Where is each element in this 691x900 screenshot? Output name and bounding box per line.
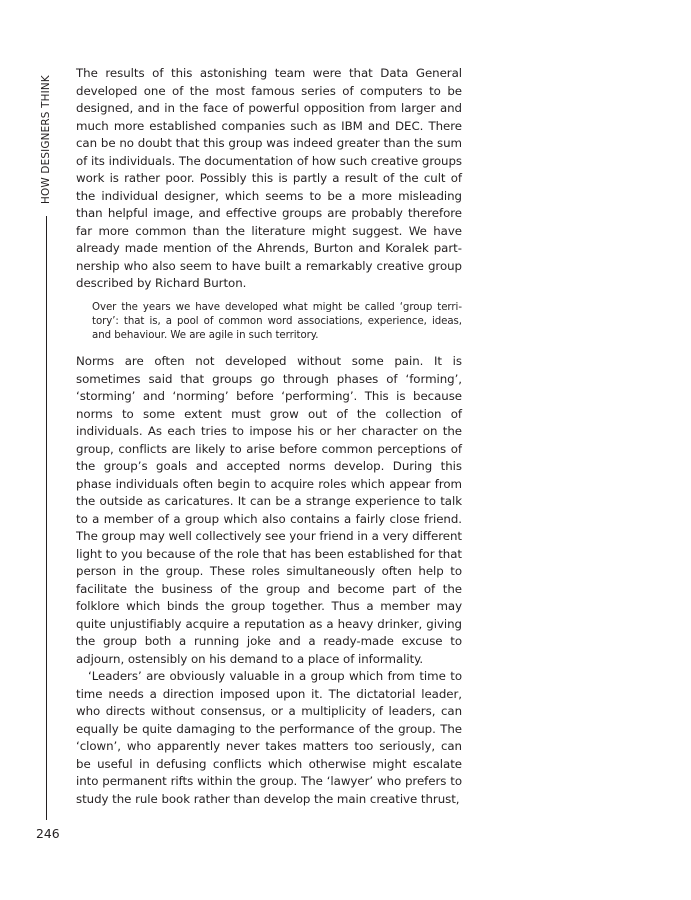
running-head: [40, 66, 52, 206]
running-head-text: HOW DESIGNERS THINK: [40, 75, 52, 204]
text-column: [76, 65, 462, 808]
paragraph-intro: The results of this astonishing team were that Data General developed one of the most famous series of computers to be designed, and in the face of powerful opposition from larger and much more established companies such as IBM and DEC. There can be no doubt that this group was indeed greater than the sum of its individuals. The documentation of how such creative groups work is rather poor. Possibly this is partly a result of the cult of the individual designer, which seems to be a more misleading than helpful image, and effective groups are probably therefore far more common than the literature might suggest. We have already made mention of the Ahrends, Burton and Koralek partnership who also seem to have built a remarkably creative group described by Richard Burton.: [76, 66, 462, 290]
page-number: 246: [36, 826, 60, 841]
margin-rule: [46, 216, 47, 820]
paragraph-norms: Norms are often not developed without some pain. It is sometimes said that groups go through phases of ‘forming’, ‘storming’ and ‘norming’ before ‘performing’. This is because norms to some extent must grow out of the collection of individuals. As each tries to impose his or her character on the group, conflicts are likely to arise before common perceptions of the group’s goals and accepted norms develop. During this phase individuals often begin to acquire roles which appear from the outside as caricatures. It can be a strange experience to talk to a member of a group which also contains a fairly close friend. The group may well collectively see your friend in a very different light to you because of the role that has been established for that person in the group. These roles simultaneously often help to facilitate the business of the group and become part of the folklore which binds the group together. Thus a member may quite unjustifiably acquire a reputation as a heavy drinker, giving the group both a running joke and a ready-made excuse to adjourn, ostensibly on his demand to a place of informality.: [76, 354, 462, 666]
paragraph-leaders: ‘Leaders’ are obviously valuable in a group which from time to time needs a direction imposed upon it. The dictatorial leader, who directs without consensus, or a multiplicity of leaders, can equally be quite damaging to the performance of the group. The ‘clown’, who apparently never takes matters too seriously, can be useful in defusing conflicts which otherwise might escalate into permanent rifts within the group. The ‘lawyer’ who prefers to study the rule book rather than develop the main creative thrust,: [76, 669, 462, 806]
block-quote: Over the years we have developed what might be called ‘group territory’: that is, a pool of common word associations, experience, ideas, and behaviour. We are agile in such territory.: [92, 301, 462, 341]
